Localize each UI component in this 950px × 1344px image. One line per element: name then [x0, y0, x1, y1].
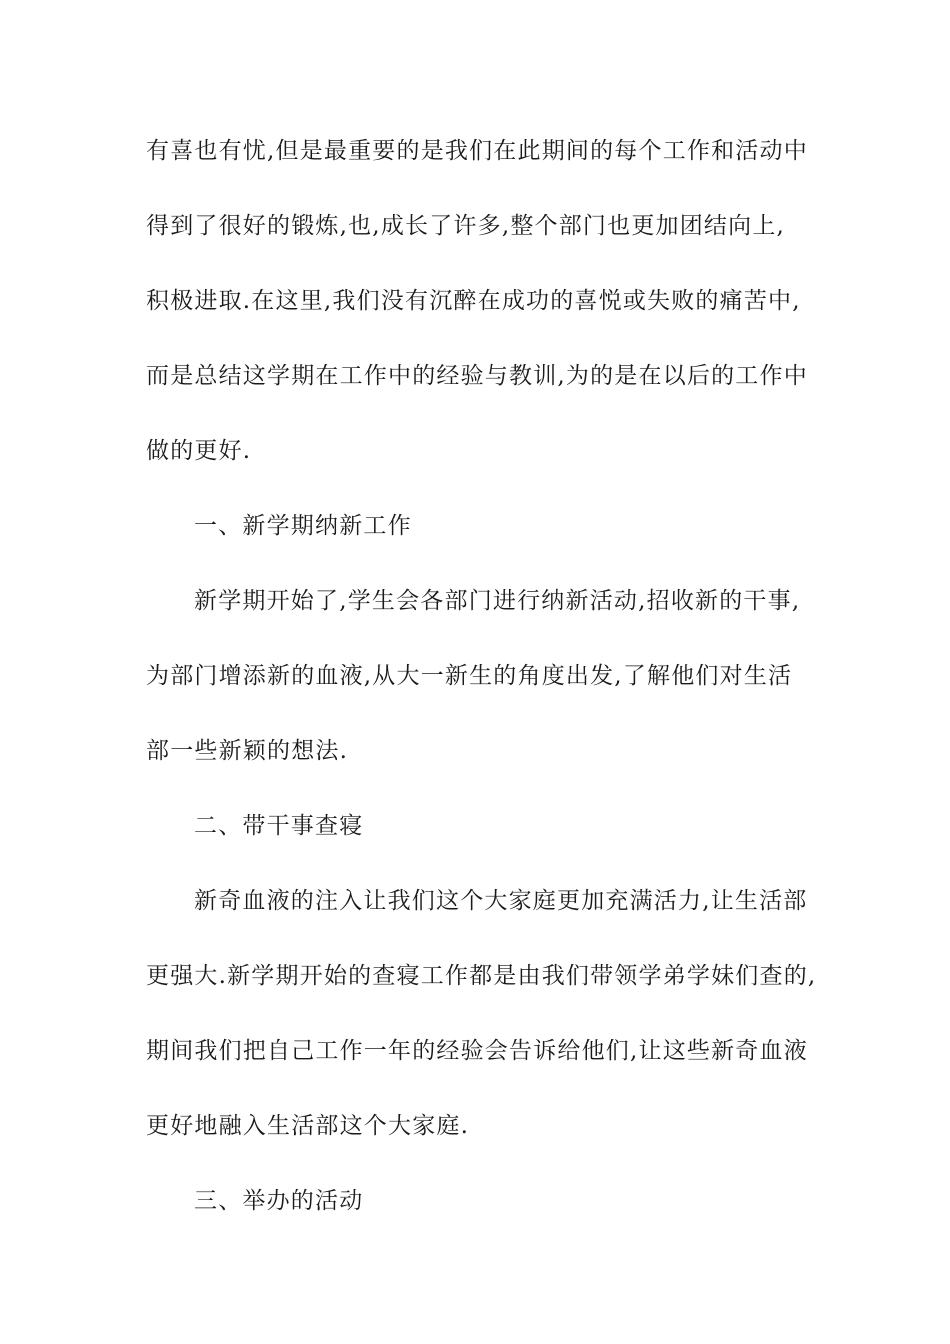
paragraph-line: 有喜也有忧,但是最重要的是我们在此期间的每个工作和活动中 [146, 138, 808, 164]
paragraph-line: 新奇血液的注入让我们这个大家庭更加充满活力,让生活部 [194, 888, 808, 914]
paragraph-line: 新学期开始了,学生会各部门进行纳新活动,招收新的干事, [194, 588, 801, 614]
paragraph-line: 积极进取.在这里,我们没有沉醉在成功的喜悦或失败的痛苦中, [146, 288, 801, 314]
paragraph-line: 期间我们把自己工作一年的经验会告诉给他们,让这些新奇血液 [146, 1038, 808, 1064]
section-heading: 二、带干事查寝 [194, 813, 364, 839]
section-heading: 一、新学期纳新工作 [194, 513, 412, 539]
paragraph-line: 更好地融入生活部这个大家庭. [146, 1113, 470, 1139]
paragraph-line: 做的更好. [146, 438, 252, 464]
paragraph-line: 为部门增添新的血液,从大一新生的角度出发,了解他们对生活 [146, 663, 793, 689]
paragraph-line: 得到了很好的锻炼,也,成长了许多,整个部门也更加团结向上, [146, 213, 786, 239]
paragraph-line: 更强大.新学期开始的查寝工作都是由我们带领学弟学妹们查的, [146, 963, 817, 989]
paragraph-line: 部一些新颖的想法. [146, 738, 349, 764]
paragraph-line: 而是总结这学期在工作中的经验与教训,为的是在以后的工作中 [146, 363, 808, 389]
section-heading: 三、举办的活动 [194, 1188, 364, 1214]
